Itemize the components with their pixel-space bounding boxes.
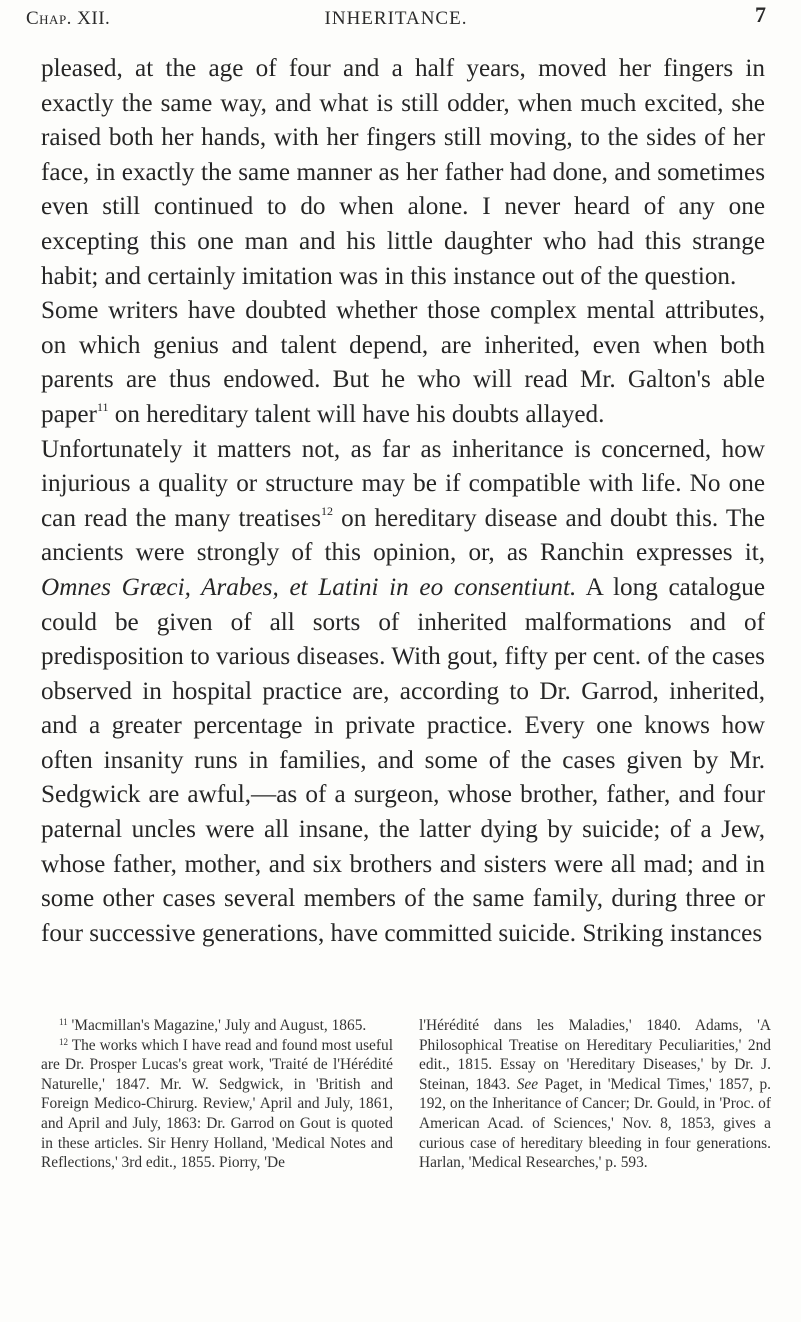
footnote-12	[41, 1036, 393, 1173]
footnote-ref-12: 12	[321, 503, 334, 518]
latin-quote: Omnes Græci, Arabes, et Latini in eo consentiunt.	[41, 573, 577, 601]
footnote-12-continued	[419, 1016, 771, 1173]
footnotes-left-column	[41, 1016, 393, 1173]
paragraph-2	[41, 294, 765, 432]
paragraph-3-end: A long catalogue could be given of all sorts of inherited malformations and of predisposition to various diseases. With gout, fifty per cent. of the cases observed in hospital practice are, according to Dr. Garrod, inherited, and a greater percentage in private practice. Every one knows how often insanity runs in families, and some of the cases given by Mr. Sedgwick are awful,—as of a surgeon, whose brother, father, and four paternal uncles were all insane, the latter dying by suicide; of a Jew, whose father, mother, and six brothers and sisters were all mad; and in some other cases several members of the same family, during three or four successive generations, have committed suicide. Striking instances	[41, 573, 765, 947]
page-number: 7	[755, 2, 766, 27]
footnote-12-text-b: l'Hérédité dans les Maladies,' 1840. Adams, 'A Philosophical Treatise on Hereditary Peculiarities,' 2nd edit., 1815. Essay on 'Hereditary Diseases,' by Dr. J. Steinan, 1843.	[419, 1017, 771, 1093]
running-title: INHERITANCE.	[324, 8, 468, 29]
footnote-12-text-a: The works which I have read and found most useful are Dr. Prosper Lucas's great work, 'Traité de l'Hérédité Naturelle,' 1847. Mr. W. Sedgwick, in 'British and Foreign Medico-Chirurg. Review,' April and July, 1861, and April and July, 1863: Dr. Garrod on Gout is quoted in these articles. Sir Henry Holland, 'Medical Notes and Reflections,' 3rd edit., 1855. Piorry, 'De	[41, 1036, 393, 1172]
footnote-12-mark: 12	[59, 1036, 68, 1047]
footnote-ref-11: 11	[96, 399, 109, 414]
paragraph-3	[41, 433, 765, 952]
footnotes	[41, 1016, 771, 1173]
paragraph-1: pleased, at the age of four and a half years, moved her fingers in exactly the same way, and what is still odder, when much excited, she raised both her hands, with her fingers still moving, to the sides of her face, in exactly the same manner as her father had done, and sometimes even still continued to do when alone. I never heard of any one excepting this one man and his little daughter who had this strange habit; and certainly imitation was in this instance out of the question.	[41, 55, 765, 290]
chapter-label: Chap. XII.	[26, 8, 111, 29]
footnote-11-mark: 11	[59, 1017, 68, 1027]
footnote-12-text-c: Paget, in 'Medical Times,' 1857, p. 192, on the Inheritance of Cancer; Dr. Gould, in 'Proc. of American Acad. of Sciences,' Nov. 8, 1853, gives a curious case of hereditary bleeding in four generations. Harlan, 'Medical Researches,' p. 593.	[419, 1075, 771, 1172]
footnotes-right-column	[419, 1016, 771, 1173]
paragraph-2-end: on hereditary talent will have his doubts allayed.	[108, 400, 605, 428]
paragraph-3-start: Unfortunately it matters not, as far as inheritance is concerned, how injurious a quality or structure may be if compatible with life. No one can read the many treatises	[41, 435, 765, 532]
main-text	[41, 52, 765, 951]
paragraph-3-middle: on hereditary disease and doubt this. The ancients were strongly of this opinion, or, as Ranchin expresses it,	[41, 504, 766, 567]
running-head	[26, 2, 766, 36]
footnote-11	[41, 1016, 393, 1036]
footnote-see: See	[516, 1075, 539, 1093]
footnote-11-text: 'Macmillan's Magazine,' July and August, 1865.	[67, 1017, 367, 1034]
paragraph-2-start: Some writers have doubted whether those complex mental attributes, on which genius and talent depend, are inherited, even when both parents are thus endowed. But he who will read Mr. Galton's able paper	[41, 297, 765, 428]
